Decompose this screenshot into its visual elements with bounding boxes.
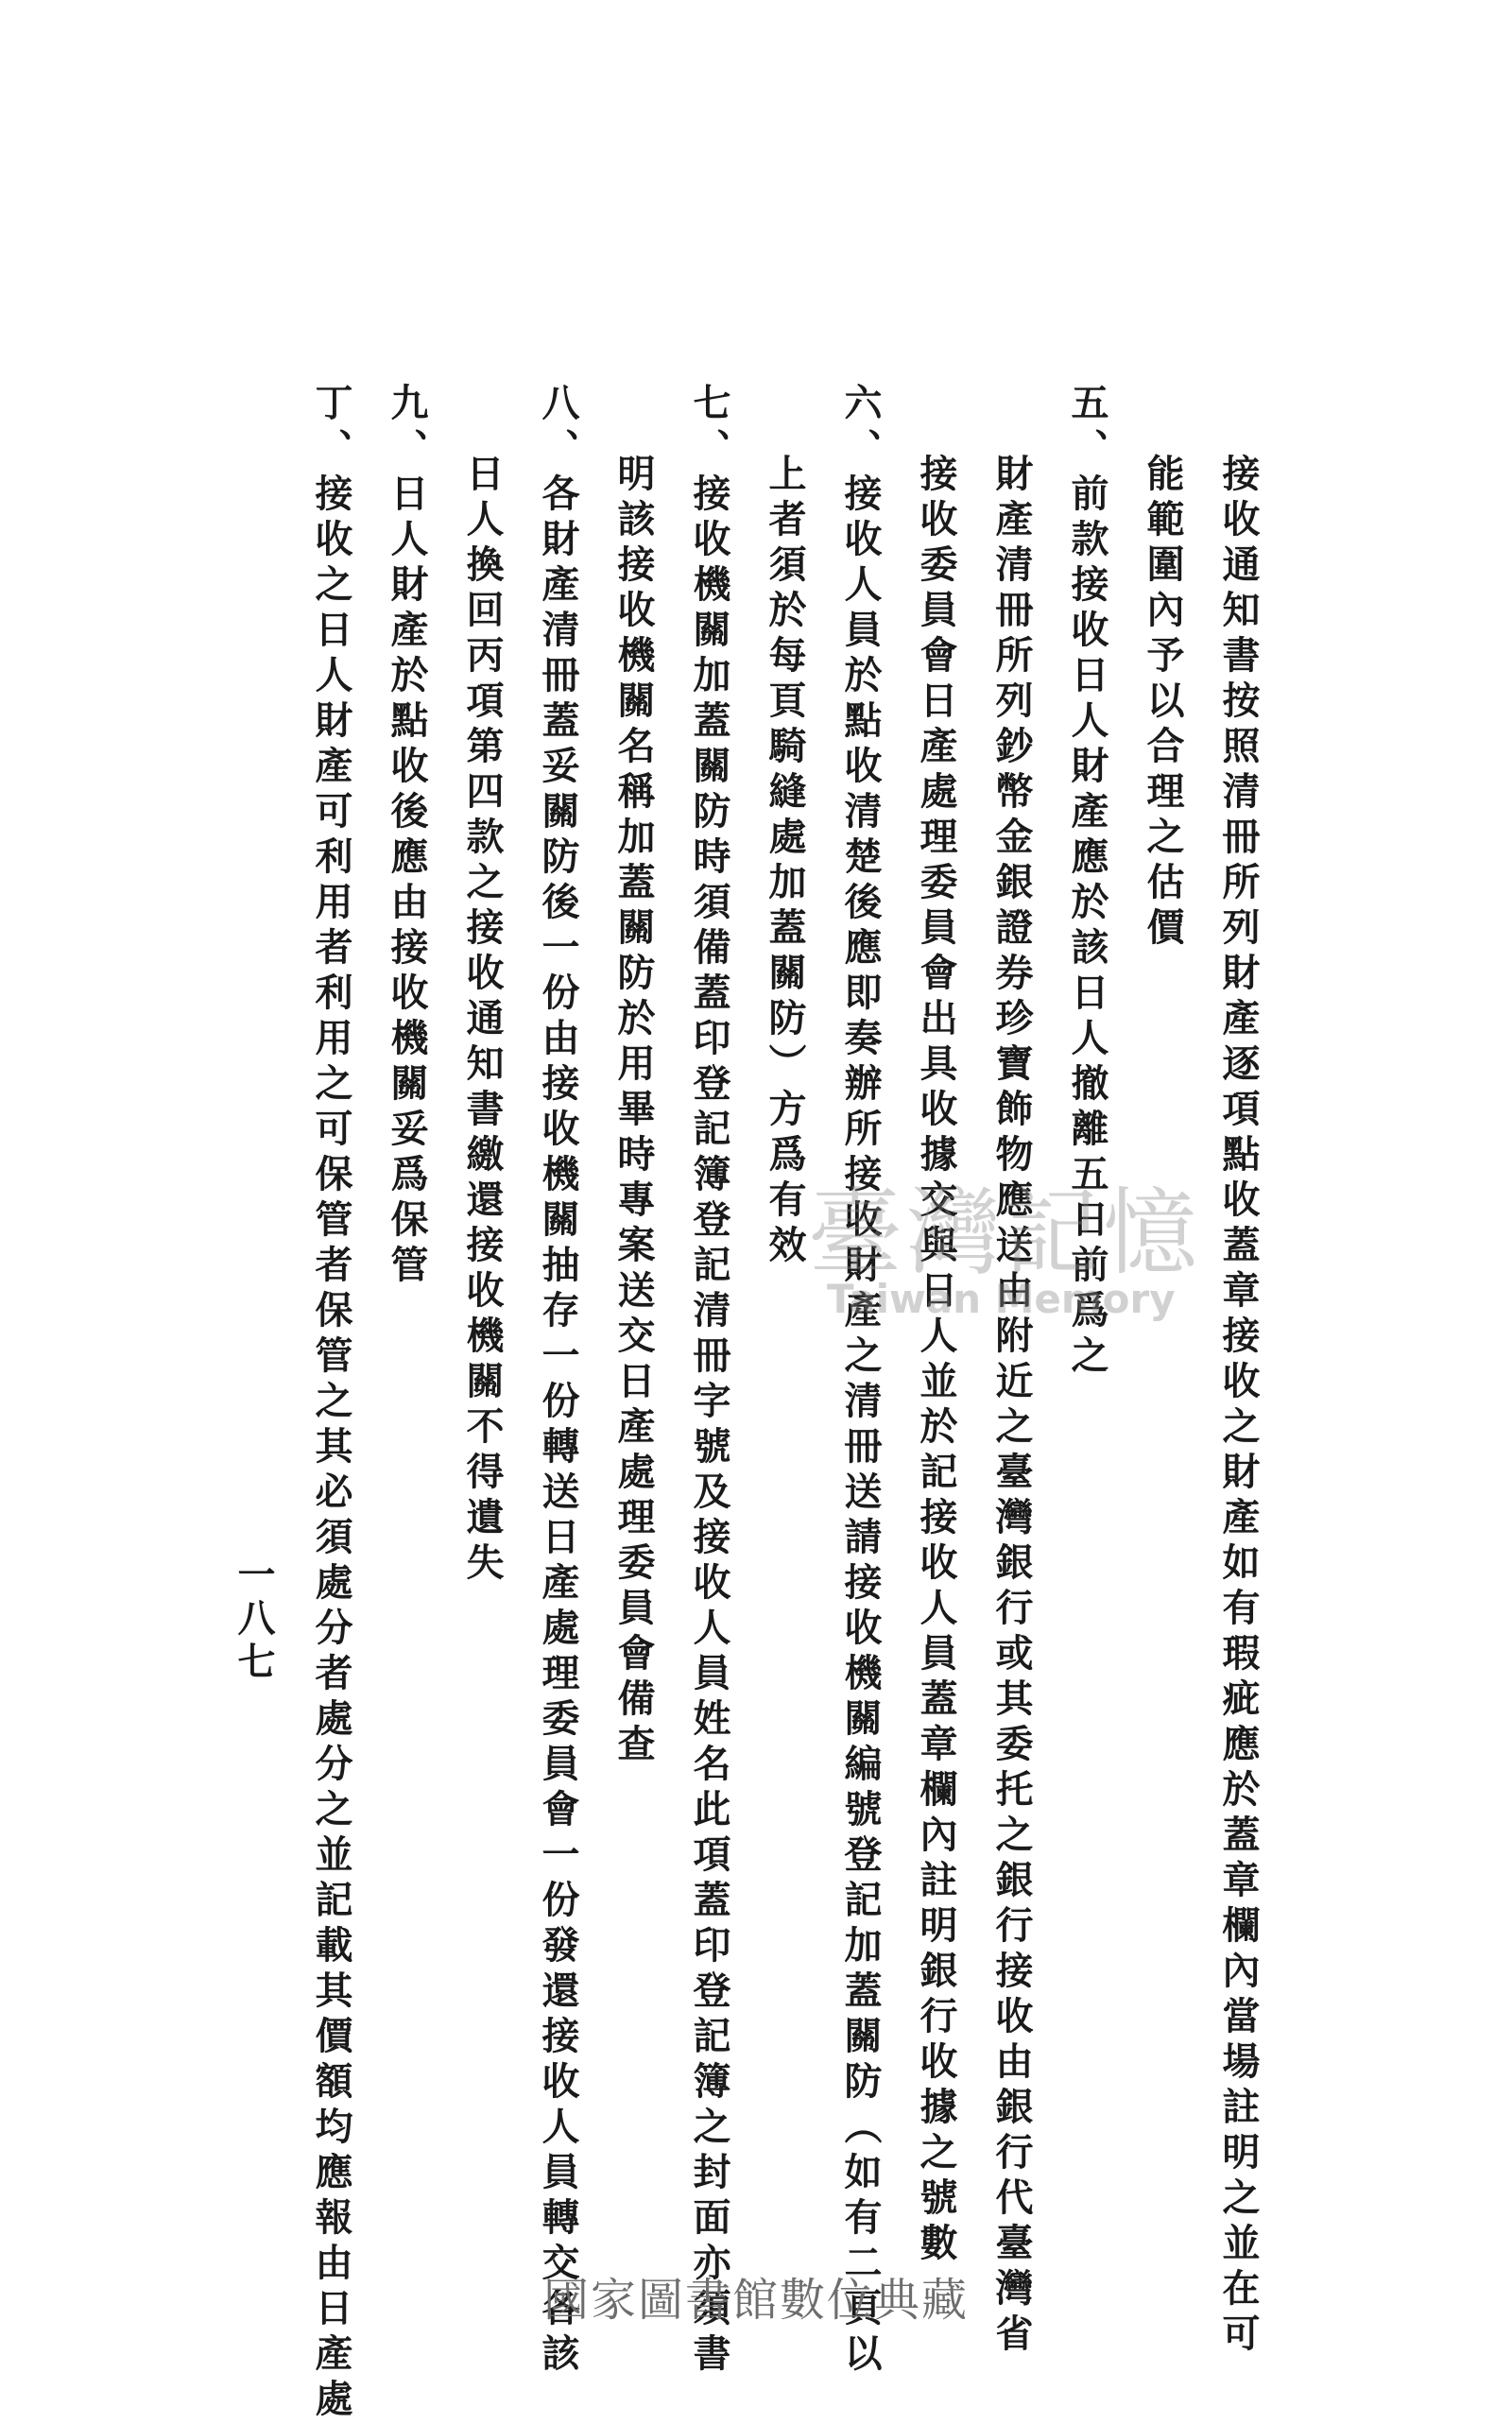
text-column-5: 接收委員會日產處理委員會出具收據交與日人並於記接收人員蓋章欄內註明銀行收據之號數 — [914, 454, 958, 2268]
page-number: 一八七 — [232, 1555, 276, 1685]
watermark-chinese: 臺灣記憶 — [808, 1178, 1201, 1288]
text-column-1: 接收通知書按照清冊所列財產逐項點收蓋章接收之財產如有瑕疵應於蓋章欄內當場註明之並在可 — [1216, 454, 1261, 2359]
text-column-9: 明該接收機關名稱加蓋關防於用畢時專案送交日產處理委員會備查 — [611, 454, 656, 1769]
text-column-2: 能範圍內予以合理之估價 — [1141, 454, 1185, 953]
text-column-4: 財產清冊所列鈔幣金銀證券珍寶飾物應送由附近之臺灣銀行或其委托之銀行接收由銀行代臺灣省 — [989, 454, 1034, 2359]
text-column-12: 九、日人財產於點收後應由接收機關妥爲保管 — [385, 383, 429, 1290]
text-column-7: 上者須於每頁騎縫處加蓋關防）方爲有效 — [763, 454, 807, 1270]
text-column-8: 七、接收機關加蓋關防時須備蓋印登記簿登記清冊字號及接收人員姓名此項蓋印登記簿之封面亦須書 — [687, 383, 731, 2379]
watermark-english: Taiwan Memory — [827, 1276, 1176, 1322]
text-column-13: 丁、接收之日人財產可利用者利用之可保管者保管之其必須處分者處分之並記載其價額均應報由日產處 — [309, 383, 353, 2424]
text-column-10: 八、各財產清冊蓋妥關防後一份由接收機關抽存一份轉送日產處理委員會一份發還接收人員轉交各該 — [536, 383, 580, 2379]
text-column-3: 五、前款接收日人財產應於該日人撤離五日前爲之 — [1065, 383, 1109, 1381]
footer-caption: 國家圖書館數位典藏 — [542, 2274, 969, 2327]
text-column-6: 六、接收人員於點收清楚後應即奏辦所接收財產之清冊送請接收機關編號登記加蓋關防（如有二頁以 — [838, 383, 883, 2379]
text-column-11: 日人換回丙項第四款之接收通知書繳還接收機關不得遺失 — [460, 454, 505, 1588]
